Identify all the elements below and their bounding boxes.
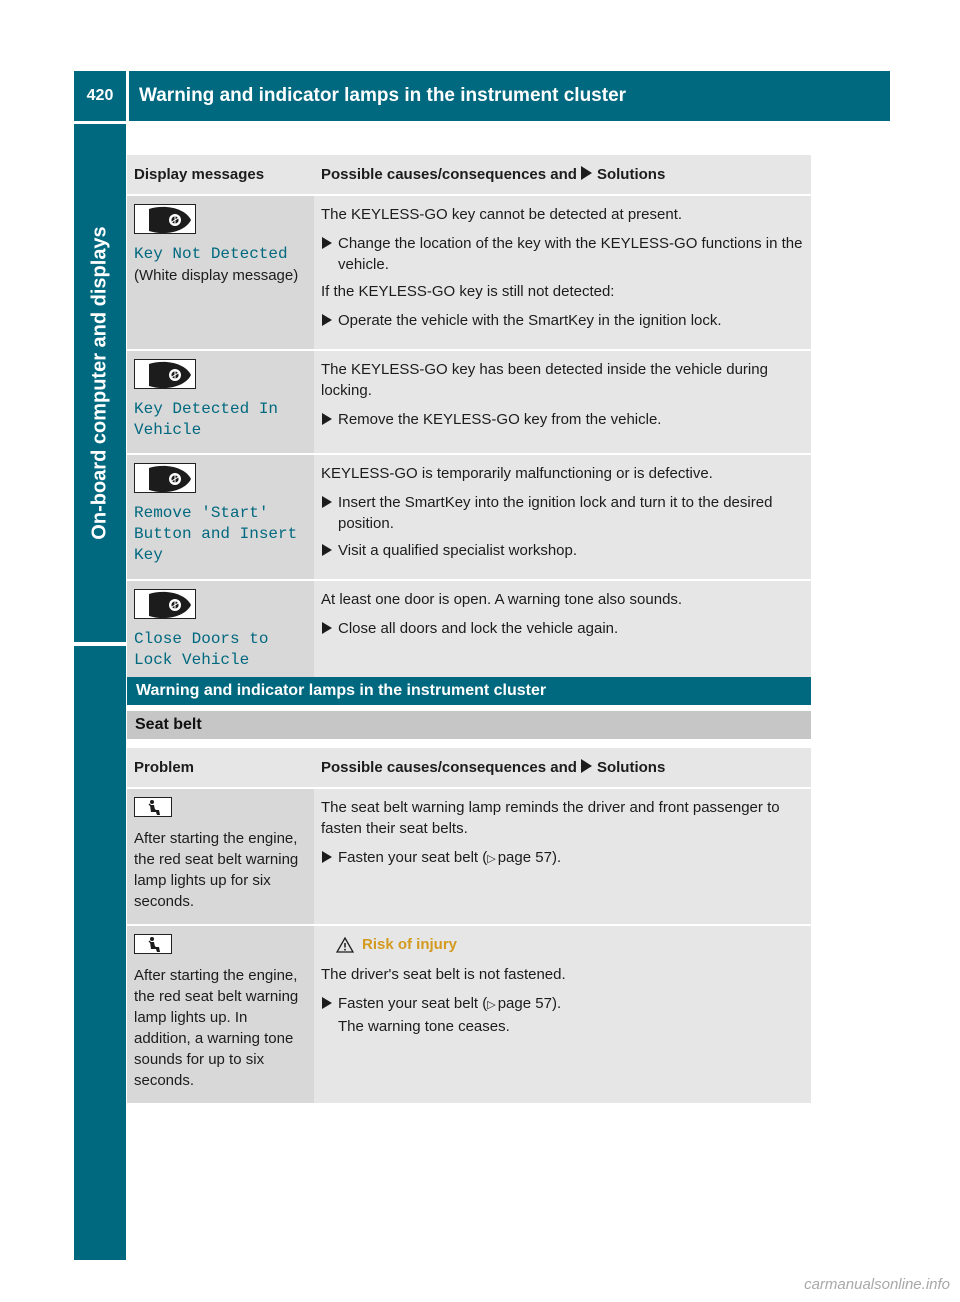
solution-step: Change the location of the key with the KEYLESS-GO functions in the vehicle.	[321, 233, 804, 275]
message-cell	[127, 350, 314, 454]
chapter-side-tab-label: On-board computer and displays	[88, 226, 111, 540]
message-cell	[127, 580, 314, 684]
problem-text: After starting the engine, the red seat belt warning lamp lights up for six seconds.	[134, 830, 299, 910]
solution-step: Close all doors and lock the vehicle again.	[321, 618, 804, 639]
solution-step: Insert the SmartKey into the ignition lock and turn it to the desired position.	[321, 492, 804, 534]
keyless-key-icon	[134, 589, 196, 619]
keyless-key-icon	[134, 204, 196, 234]
subsection-title: Seat belt	[127, 711, 811, 739]
table-row	[127, 580, 811, 684]
table-row	[127, 454, 811, 580]
cause-text: The KEYLESS-GO key has been detected inside the vehicle during locking.	[321, 361, 768, 399]
display-message-text: Key Detected In	[134, 400, 279, 418]
solution-step: Visit a qualified specialist workshop.	[321, 540, 804, 561]
display-message-text: Button and Insert	[134, 525, 298, 543]
side-tab-filler	[74, 646, 126, 1260]
table-header-row	[127, 748, 811, 788]
solution-cell	[314, 788, 811, 925]
message-cell	[127, 195, 314, 350]
chapter-side-tab	[74, 124, 126, 642]
col-header-text: Solutions	[596, 166, 666, 183]
arrow-right-icon	[581, 759, 592, 773]
col-header-text: Solutions	[596, 759, 666, 776]
table-row	[127, 925, 811, 1104]
step-text: ).	[551, 849, 562, 866]
solution-cell	[314, 925, 811, 1104]
cause-text: The driver's seat belt is not fastened.	[321, 966, 566, 983]
seat-belt-icon	[134, 934, 172, 954]
table-header-row	[127, 155, 811, 195]
warning-triangle-icon	[336, 937, 354, 953]
solution-cell	[314, 454, 811, 580]
display-message-text: Key	[134, 546, 163, 564]
cause-text: The seat belt warning lamp reminds the driver and front passenger to fasten their seat belts.	[321, 799, 780, 837]
problem-cell	[127, 925, 314, 1104]
step-text: Fasten your seat belt (	[338, 995, 488, 1012]
col-header-text: Possible causes/consequences and	[321, 166, 577, 183]
display-message-text: Lock Vehicle	[134, 651, 250, 669]
cause-text: At least one door is open. A warning tone also sounds.	[321, 591, 683, 608]
problem-cell	[127, 788, 314, 925]
col-header-text: Possible causes/consequences and	[321, 759, 577, 776]
display-message-text: Remove 'Start'	[134, 504, 269, 522]
col-header-solutions	[314, 748, 811, 788]
solution-cell	[314, 350, 811, 454]
arrow-right-icon	[581, 166, 592, 180]
seat-belt-table	[127, 748, 811, 1105]
problem-text: After starting the engine, the red seat belt warning lamp lights up. In addition, a warning tone sounds for up to six seconds.	[134, 967, 299, 1089]
solution-cell	[314, 195, 811, 350]
col-header-problem: Problem	[127, 748, 314, 788]
warning-title: Risk of injury	[362, 936, 458, 953]
cause-text: The KEYLESS-GO key cannot be detected at present.	[321, 206, 683, 223]
step-text: The warning tone ceases.	[338, 1018, 510, 1035]
display-message-note: (White display message)	[134, 267, 299, 284]
page-reference-link[interactable]: ▷ page 57	[487, 995, 552, 1012]
table-row	[127, 195, 811, 350]
table-row	[127, 350, 811, 454]
solution-cell	[314, 580, 811, 684]
section-title: Warning and indicator lamps in the instrument cluster	[127, 677, 811, 705]
cause-text: KEYLESS-GO is temporarily malfunctioning or is defective.	[321, 465, 713, 482]
table-row	[127, 788, 811, 925]
page-header-title: Warning and indicator lamps in the instrument cluster	[129, 71, 890, 121]
col-header-display-messages: Display messages	[127, 155, 314, 195]
seat-belt-icon	[134, 797, 172, 817]
step-text: ).	[551, 995, 562, 1012]
keyless-key-icon	[134, 463, 196, 493]
step-text: Fasten your seat belt (	[338, 849, 488, 866]
display-messages-table	[127, 155, 811, 685]
display-message-text: Vehicle	[134, 421, 202, 439]
solution-step	[321, 847, 804, 870]
page-number: 420	[74, 71, 126, 121]
message-cell	[127, 454, 314, 580]
warning-heading	[321, 934, 804, 955]
solution-step: Remove the KEYLESS-GO key from the vehicle.	[321, 409, 804, 430]
watermark: carmanualsonline.info	[804, 1276, 950, 1293]
solution-step: Operate the vehicle with the SmartKey in the ignition lock.	[321, 310, 804, 331]
keyless-key-icon	[134, 359, 196, 389]
solution-step	[321, 993, 804, 1037]
cause-text: If the KEYLESS-GO key is still not detected:	[321, 283, 615, 300]
page-reference-link[interactable]: ▷ page 57	[487, 849, 552, 866]
col-header-solutions	[314, 155, 811, 195]
display-message-text: Close Doors to	[134, 630, 269, 648]
display-message-text: Key Not Detected	[134, 245, 288, 263]
